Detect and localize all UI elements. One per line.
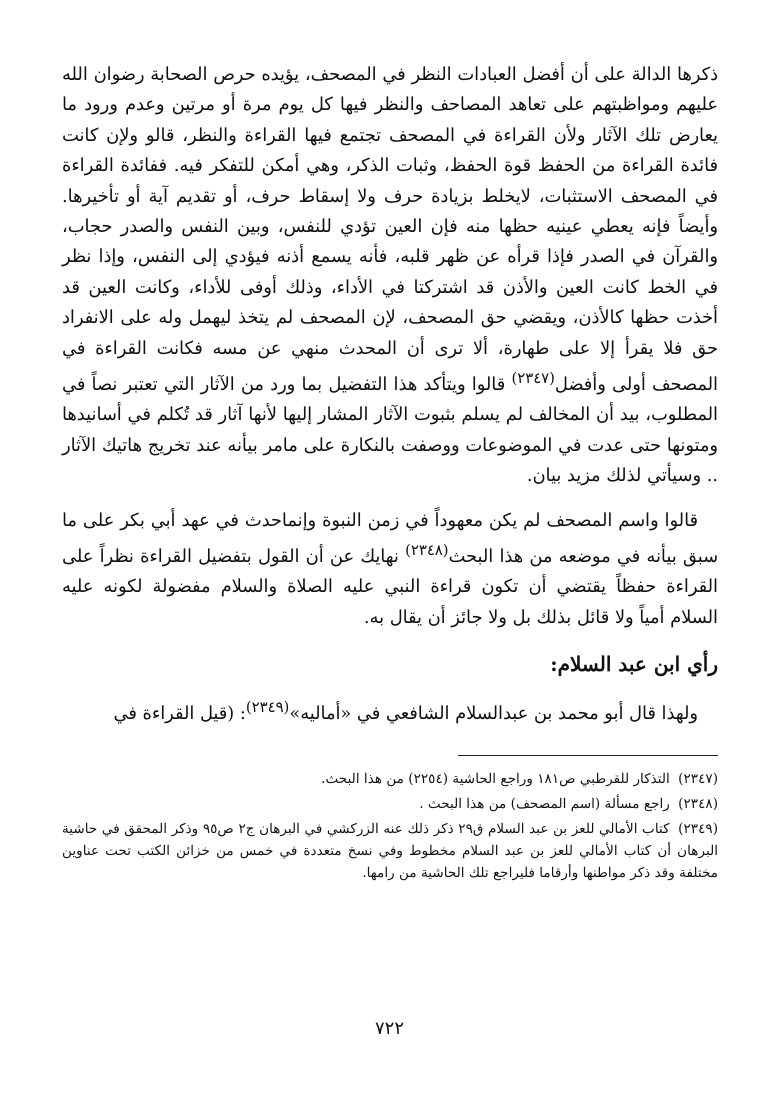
paragraph-text: نهايك عن أن القول بتفضيل القراءة نظراً على القراءة حفظاً يقتضي أن تكون قراءة النبي عليه الصلاة والسلام مفضولة لكونه عليه السلام أمياً ولا قائل بذلك بل ولا جائز أن يقال به. <box>62 545 718 628</box>
body-paragraph-3 <box>62 693 718 729</box>
page-content <box>62 60 718 887</box>
footnote-text: كتاب الأمالي للعز بن عبد السلام ق٢٩ ذكر ذلك عنه الزركشي في البرهان ج٢ ص٩٥ وذكر المحقق في حاشية البرهان أن كتاب الأمالي للعز بن عبد السلام مخطوط وفي نسخ متعددة في خمس من خزائن الكتب تحت عناوين مختلفة وقد ذكر مواطنها وأرقاما فليراجع تلك الحاشية من رامها. <box>62 821 718 882</box>
footnote-divider <box>458 755 718 756</box>
footnote-2347 <box>62 768 718 790</box>
page-number: ٧٢٢ <box>374 1018 404 1039</box>
paragraph-text: قالوا ويتأكد هذا التفضيل بما ورد من الآثار التي تعتبر نصاً في المطلوب، بيد أن المخالف لم يسلم بثبوت الآثار المشار إليها لأنها آثار قد تُكلم في أسانيدها ومتونها حتى عدت في الموضوعات ووصفت بالنكارة على مامر بيأنه عند تخريج هاتيك الآثار .. وسيأتي لذلك مزيد بيان. <box>62 373 718 487</box>
body-paragraph-2 <box>62 506 718 634</box>
footnote-ref-2349: (٢٣٤٩) <box>245 699 290 717</box>
section-heading: رأي ابن عبد السلام: <box>550 652 718 677</box>
footnote-number: (٢٣٤٨) <box>678 796 718 813</box>
footnote-ref-2347: (٢٣٤٧) <box>511 370 555 388</box>
footnotes <box>62 768 718 884</box>
paragraph-text: : (قيل القراءة في <box>113 703 246 725</box>
paragraph-text: ذكرها الدالة على أن أفضل العبادات النظر في المصحف، يؤيده حرص الصحابة رضوان الله عليهم ومواظبتهم على تعاهد المصاحف والنظر فيها كل يوم مرة أو مرتين وعدم ورود ما يعارض تلك الآثار ولأن القراءة في المصحف تجتمع فيها القراءة والنظر، قالو ولإن كانت فائدة القراءة من الحفظ قوة الحفظ، وثبات الذكر، وهي أمكن للتفكر فيه. ففائدة القراءة في المصحف الاستثبات، لايخلط بزيادة حرف ولا إسقاط حرف، أو تقديم آية أو تأخيرها. وأيضاً فإنه يعطي عينيه حظها منه فإن العين تؤدي للنفس، وبين النفس والصدر حجاب، والقرآن في الصدر فإذا قرأه عن ظهر قلبه، فأنه يسمع أذنه فيؤدي إلى النفس، وإذا نظر في الخط كانت العين والأذن قد اشتركتا في الأداء، وذلك أوفى للأداء، وكانت العين قد أخذت حظها كالأذن، ويقضي حق المصحف، لإن المصحف لم يتخذ ليهمل وله على الانفراد حق فلا يقرأ إلا على طهارة، ألا ترى أن المحدث منهي عن مسه فكانت القراءة في المصحف أولى وأفضل <box>62 64 718 395</box>
footnote-number: (٢٣٤٩) <box>678 821 718 838</box>
footnote-2349 <box>62 818 718 884</box>
footnote-ref-2348: (٢٣٤٨) <box>405 542 449 560</box>
footnote-number: (٢٣٤٧) <box>678 771 718 788</box>
footnote-text: التذكار للقرطبي ص١٨١ وراجع الحاشية (٢٢٥٤) من هذا البحث. <box>321 771 670 788</box>
footnote-text: راجع مسألة (اسم المصحف) من هذا البحث . <box>419 796 670 813</box>
body-paragraph-1 <box>62 60 718 492</box>
footnote-2348 <box>62 793 718 815</box>
paragraph-text: ولهذا قال أبو محمد بن عبدالسلام الشافعي في «أماليه» <box>289 703 698 725</box>
paragraph-text: قالوا واسم المصحف لم يكن معهوداً في زمن النبوة وإنماحدث في عهد أبي بكر على ما سبق بيأنه في موضعه من هذا البحث <box>62 509 718 567</box>
